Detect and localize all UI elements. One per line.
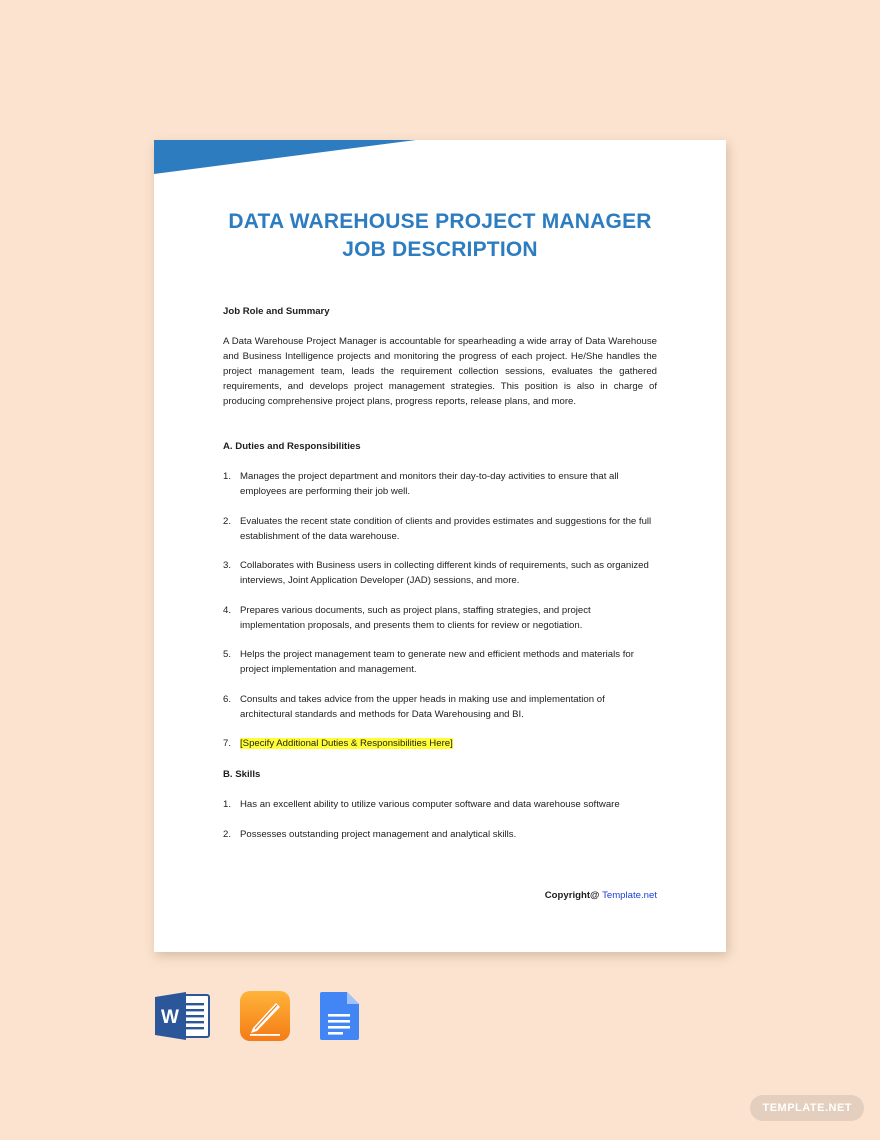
list-number: 1. <box>223 471 232 482</box>
list-item <box>223 558 657 588</box>
list-number: 2. <box>223 828 232 840</box>
pages-icon[interactable] <box>239 990 291 1042</box>
copyright-label: Copyright@ <box>544 890 600 901</box>
list-text: Collaborates with Business users in collecting different kinds of requirements, such as organized interviews, Joint Application Developer (JAD) sessions, and more. <box>240 560 649 586</box>
list-text: Possesses outstanding project management and analytical skills. <box>240 828 517 840</box>
list-text: Consults and takes advice from the upper heads in making use and implementation of architectural standards and methods for Data Warehousing and BI. <box>240 693 605 720</box>
document-title <box>154 208 726 264</box>
skills-list <box>223 797 657 842</box>
placeholder-highlight: [Specify Additional Duties & Responsibilities Here] <box>240 738 453 749</box>
list-item <box>223 736 657 751</box>
list-text: Helps the project management team to generate new and efficient methods and materials for project implementation and management. <box>240 649 634 675</box>
summary-heading: Job Role and Summary <box>223 306 330 317</box>
copyright-line <box>545 890 657 901</box>
corner-accent-band <box>154 140 416 174</box>
compatible-apps <box>155 990 389 1042</box>
list-item <box>223 692 657 722</box>
document-page <box>154 140 726 952</box>
word-icon[interactable] <box>155 990 211 1042</box>
list-number: 1. <box>223 799 232 810</box>
list-text: Evaluates the recent state condition of clients and provides estimates and suggestions for the full establishment of the data warehouse. <box>240 515 652 542</box>
skills-heading: B. Skills <box>223 769 261 780</box>
summary-paragraph: A Data Warehouse Project Manager is accountable for spearheading a wide array of Data Warehouse and Business Intelligence projects and monitoring the progress of each project. He/She handles the project management team, leads the requirement collection sessions, evaluates the gathered requirements, and develops project management strategies. This position is also in charge of producing comprehensive project plans, progress reports, release plans, and more. <box>223 336 657 407</box>
word-letter: W <box>161 1007 179 1028</box>
list-number: 3. <box>223 560 232 571</box>
list-text: Manages the project department and monitors their day-to-day activities to ensure that all employees are performing their job well. <box>240 471 619 497</box>
list-number: 5. <box>223 649 232 660</box>
duties-heading: A. Duties and Responsibilities <box>223 441 361 452</box>
list-text: Has an excellent ability to utilize various computer software and data warehouse software <box>240 799 620 810</box>
copyright-link[interactable]: Template.net <box>602 890 657 901</box>
list-number: 2. <box>223 515 232 527</box>
list-item <box>223 469 657 499</box>
list-item <box>223 603 657 633</box>
list-number: 4. <box>223 604 232 616</box>
list-text: Prepares various documents, such as project plans, staffing strategies, and project implementation proposals, and presents them to clients for review or negotiation. <box>240 604 591 631</box>
title-line-2: JOB DESCRIPTION <box>342 238 538 261</box>
google-docs-icon[interactable] <box>319 990 361 1042</box>
duties-list <box>223 469 657 751</box>
document-body <box>223 304 657 856</box>
list-item <box>223 647 657 677</box>
list-item <box>223 827 657 842</box>
list-number: 7. <box>223 738 232 749</box>
watermark-badge: TEMPLATE.NET <box>750 1095 864 1121</box>
list-item <box>223 514 657 544</box>
title-line-1: DATA WAREHOUSE PROJECT MANAGER <box>228 210 652 233</box>
list-number: 6. <box>223 693 232 705</box>
list-item <box>223 797 657 812</box>
